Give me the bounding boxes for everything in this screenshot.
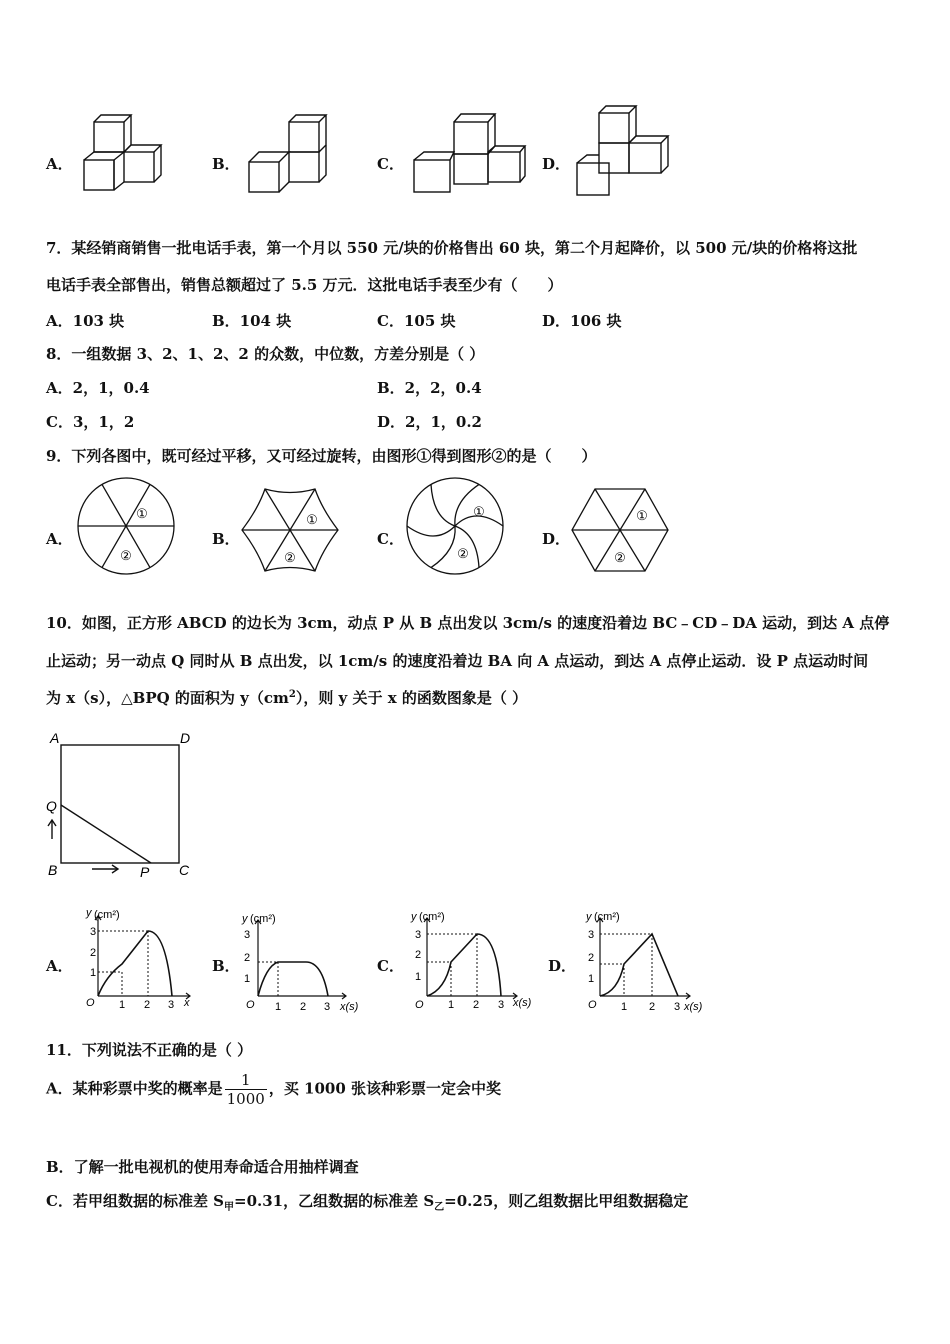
q9a-mark1: ①	[136, 506, 148, 521]
q10-graph-a	[78, 906, 198, 1016]
q10b-x1: 1	[275, 1001, 282, 1013]
q10b-x2: 2	[300, 1001, 307, 1013]
q9b-mark1: ①	[306, 512, 318, 527]
q10-label-b: B	[48, 862, 58, 878]
q10-graph-c	[405, 906, 540, 1016]
q9b-mark2: ②	[284, 550, 296, 565]
q10a-y1: 1	[90, 967, 97, 979]
q10b-y2: 2	[244, 952, 251, 964]
q10b-xlabel: x(s)	[340, 1001, 359, 1013]
q10-line3-a: 为 x（s），△BPQ 的面积为 y（cm	[46, 689, 289, 707]
q10b-unit: (cm²)	[250, 913, 276, 925]
q10b-x3: 3	[324, 1001, 331, 1013]
q10b-origin: O	[246, 999, 255, 1011]
q10b-y3: 3	[244, 929, 251, 941]
q8-option-a[interactable]: A．2，1，0.4	[46, 379, 150, 397]
q10d-x2: 2	[649, 1001, 656, 1013]
q10-stem-line3	[46, 687, 527, 708]
q11-option-c-text1: C．若甲组数据的标准差 S	[46, 1192, 224, 1210]
q7-option-d[interactable]: D．106 块	[542, 312, 622, 330]
q10-label-d: D	[180, 730, 191, 746]
q10d-x1: 1	[621, 1001, 628, 1013]
q9-option-c-label: C．	[377, 530, 404, 548]
q10c-origin: O	[415, 999, 424, 1011]
q10d-unit: (cm²)	[594, 911, 620, 923]
q6-option-b-label: B．	[212, 155, 240, 173]
q10a-y3: 3	[90, 926, 97, 938]
q7-option-c[interactable]: C．105 块	[377, 312, 456, 330]
q6-option-a-label: A．	[46, 155, 73, 173]
q6-figure-c	[408, 110, 528, 195]
q10d-xlabel: x(s)	[684, 1001, 703, 1013]
q8-stem: 8．一组数据 3、2、1、2、2 的众数，中位数，方差分别是（ ）	[46, 345, 485, 363]
q10c-y1: 1	[415, 971, 422, 983]
q9d-mark1: ①	[636, 508, 648, 523]
q7-option-b[interactable]: B．104 块	[212, 312, 292, 330]
q11-fraction-den: 1000	[226, 1090, 265, 1108]
q10c-x3: 3	[498, 999, 505, 1011]
q10a-x2: 2	[144, 999, 151, 1011]
q10-stem-line1: 10．如图，正方形 ABCD 的边长为 3cm，动点 P 从 B 点出发以 3cm/s 的速度沿着边 BC﹣CD﹣DA 运动，到达 A 点停	[46, 614, 890, 632]
q10c-x1: 1	[448, 999, 455, 1011]
q10c-y2: 2	[415, 949, 422, 961]
q11-option-c-sub1: 甲	[224, 1202, 234, 1213]
q10-line3-sup: 2	[288, 689, 296, 700]
q9-figure-c	[405, 476, 505, 576]
q10a-x1: 1	[119, 999, 126, 1011]
q10a-xlabel: x	[184, 997, 190, 1009]
q9-stem: 9．下列各图中，既可经过平移，又可经过旋转，由图形①得到图形②的是（ ）	[46, 447, 597, 465]
q10d-origin: O	[588, 999, 597, 1011]
q10d-x3: 3	[674, 1001, 681, 1013]
q10-stem-line2: 止运动；另一动点 Q 同时从 B 点出发，以 1cm/s 的速度沿着边 BA 向 A 点运动，到达 A 点停止运动．设 P 点运动时间	[46, 652, 869, 670]
q6-figure-b	[245, 110, 335, 195]
q9-figure-a	[76, 476, 176, 576]
q6-option-d-label: D．	[542, 155, 571, 173]
q9-figure-d	[570, 484, 670, 576]
q10a-unit: (cm²)	[94, 909, 120, 921]
q10-option-a-label: A．	[46, 957, 73, 975]
q7-option-a[interactable]: A．103 块	[46, 312, 125, 330]
q10d-y2: 2	[588, 952, 595, 964]
q10-label-a: A	[50, 730, 60, 746]
q9c-mark2: ②	[457, 546, 469, 561]
q9-option-a-label: A．	[46, 530, 73, 548]
q11-option-c-sub2: 乙	[434, 1202, 445, 1213]
q8-option-b[interactable]: B．2，2，0.4	[377, 379, 482, 397]
q10-label-c: C	[179, 862, 190, 878]
q7-stem-line1: 7．某经销商销售一批电话手表，第一个月以 550 元/块的价格售出 60 块，第二个月起降价，以 500 元/块的价格将这批	[46, 239, 858, 257]
q9-option-d-label: D．	[542, 530, 571, 548]
q8-option-d[interactable]: D．2，1，0.2	[377, 413, 482, 431]
q10c-xlabel: x(s)	[513, 997, 532, 1009]
q7-stem-line2: 电话手表全部售出，销售总额超过了 5.5 万元．这批电话手表至少有（ ）	[46, 276, 563, 294]
q10-line3-b: ），则 y 关于 x 的函数图象是（ ）	[295, 689, 528, 707]
q11-option-c-text3: =0.25，则乙组数据比甲组数据稳定	[444, 1192, 689, 1210]
q10b-y1: 1	[244, 973, 251, 985]
q10c-ylabel: y	[411, 911, 417, 923]
q6-figure-a	[80, 110, 170, 195]
q9c-mark1: ①	[473, 504, 485, 519]
q10b-ylabel: y	[242, 913, 248, 925]
q10a-ylabel: y	[86, 907, 92, 919]
q10a-x3: 3	[168, 999, 175, 1011]
q11-option-a-text2: ，买 1000 张该种彩票一定会中奖	[268, 1079, 502, 1098]
q10c-unit: (cm²)	[419, 911, 445, 923]
q10-option-b-label: B．	[212, 957, 240, 975]
q10-label-p: P	[140, 864, 150, 880]
q11-option-c[interactable]	[46, 1190, 688, 1213]
q10c-x2: 2	[473, 999, 480, 1011]
q10d-y1: 1	[588, 973, 595, 985]
q10-graph-b	[238, 906, 368, 1016]
q10-label-q: Q	[46, 798, 57, 814]
q11-stem: 11．下列说法不正确的是（ ）	[46, 1041, 253, 1059]
q11-option-a-text1: A．某种彩票中奖的概率是	[46, 1079, 223, 1098]
q10a-origin: O	[86, 997, 95, 1009]
q11-option-b[interactable]: B．了解一批电视机的使用寿命适合用抽样调查	[46, 1158, 359, 1176]
q11-option-a[interactable]	[46, 1071, 501, 1108]
q11-fraction	[225, 1071, 267, 1108]
q10a-y2: 2	[90, 947, 97, 959]
q11-fraction-num: 1	[225, 1071, 267, 1090]
q6-figure-d	[573, 100, 673, 198]
q10-option-c-label: C．	[377, 957, 404, 975]
q9a-mark2: ②	[120, 548, 132, 563]
q9-figure-b	[240, 484, 340, 576]
q10-option-d-label: D．	[548, 957, 577, 975]
q8-option-c[interactable]: C．3，1，2	[46, 413, 135, 431]
q9d-mark2: ②	[614, 550, 626, 565]
q10-square-figure	[40, 727, 210, 887]
q6-option-c-label: C．	[377, 155, 404, 173]
q9-option-b-label: B．	[212, 530, 240, 548]
q11-option-c-text2: =0.31，乙组数据的标准差 S	[234, 1192, 435, 1210]
q10-graph-d	[578, 906, 718, 1016]
q10d-y3: 3	[588, 929, 595, 941]
q10d-ylabel: y	[586, 911, 592, 923]
q10c-y3: 3	[415, 929, 422, 941]
